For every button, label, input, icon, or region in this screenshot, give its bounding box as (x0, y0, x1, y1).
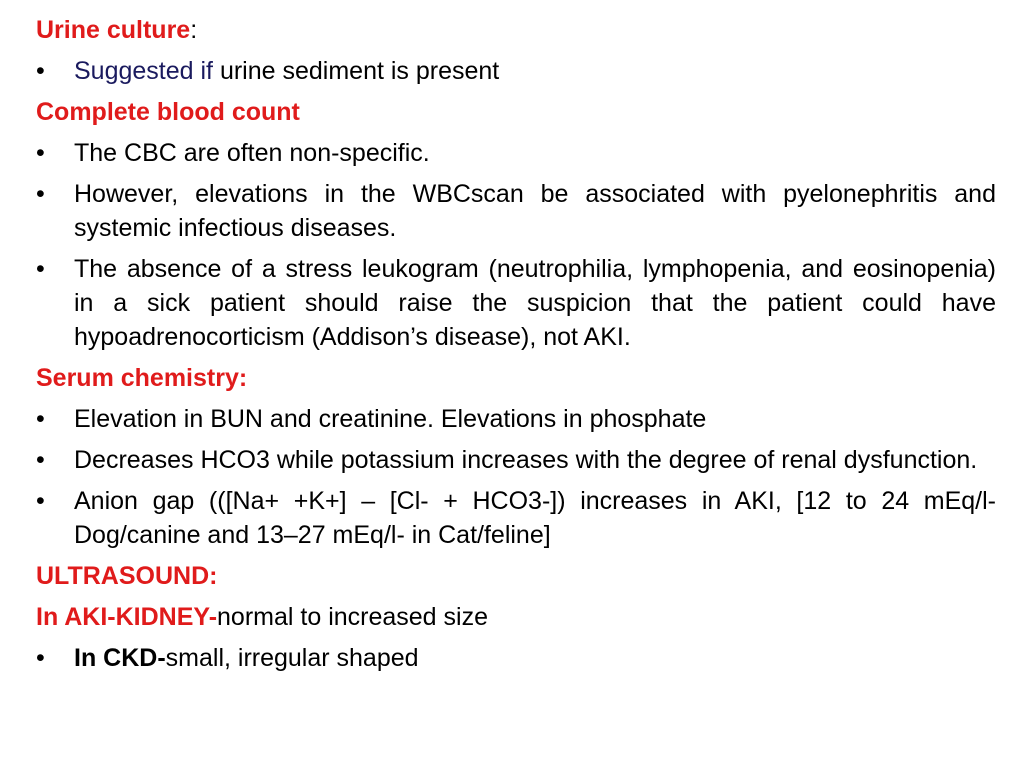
ckd-bullet (36, 641, 996, 675)
urine-bullet (36, 54, 996, 88)
cbc-bullet (36, 177, 996, 245)
bullet-text: The absence of a stress leukogram (neutrophilia, lymphopenia, and eosinopenia) in a sick patient should raise the suspicion that the patient could have hypoadrenocorticism (Addison’s disease), not AKI. (74, 255, 996, 351)
bullet-dot: • (36, 57, 45, 85)
bullet-dot: • (36, 644, 45, 672)
bullet-dot: • (36, 139, 45, 167)
serum-bullet (36, 443, 996, 477)
bullet-dot: • (36, 255, 45, 283)
bullet-dot: • (36, 446, 45, 474)
cbc-bullet (36, 136, 996, 170)
bullet-text (74, 641, 996, 675)
urine-culture-colon: : (190, 16, 198, 44)
cbc-heading: Complete blood count (36, 98, 300, 126)
cbc-bullet (36, 252, 996, 354)
ultrasound-heading: ULTRASOUND: (36, 562, 218, 590)
bullet-dot: • (36, 405, 45, 433)
ckd-text: small, irregular shaped (165, 644, 419, 672)
urine-culture-title: Urine culture (36, 16, 191, 44)
bullet-text: The CBC are often non-specific. (74, 139, 430, 167)
urine-bullet-rest: urine sediment is present (213, 57, 500, 85)
bullet-text (74, 54, 996, 88)
urine-culture-heading (36, 13, 996, 54)
aki-kidney-text: normal to increased size (217, 603, 488, 631)
bullet-text: Anion gap (([Na+ +K+] – [Cl- + HCO3-]) increases in AKI, [12 to 24 mEq/l-Dog/canine and 13–27 mEq/l- in Cat/feline] (74, 487, 996, 549)
bullet-text: Decreases HCO3 while potassium increases with the degree of renal dysfunction. (74, 446, 978, 474)
urine-bullet-suggested: Suggested if (74, 57, 213, 85)
slide-content (36, 13, 996, 682)
serum-bullet (36, 402, 996, 436)
ckd-label: In CKD- (74, 644, 166, 672)
bullet-dot: • (36, 487, 45, 515)
bullet-text: However, elevations in the WBCscan be associated with pyelonephritis and systemic infectious diseases. (74, 180, 996, 242)
serum-bullet (36, 484, 996, 552)
aki-kidney-label: In AKI-KIDNEY- (36, 603, 218, 631)
bullet-dot: • (36, 180, 45, 208)
bullet-text: Elevation in BUN and creatinine. Elevations in phosphate (74, 405, 707, 433)
serum-chemistry-heading: Serum chemistry: (36, 364, 248, 392)
aki-kidney-line (36, 600, 996, 641)
